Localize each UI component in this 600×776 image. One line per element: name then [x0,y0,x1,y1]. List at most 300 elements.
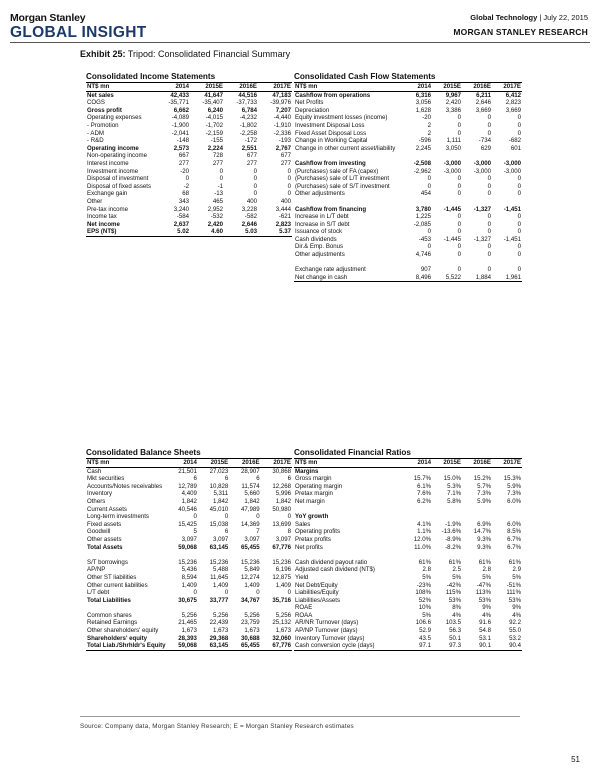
row-label: Gross profit [87,106,122,114]
row-label: Operating profits [295,528,341,536]
table-row [86,635,292,643]
row-label: Net sales [87,91,114,99]
table-row [86,107,292,115]
cell-value [229,604,260,612]
cell-value: -682 [508,137,521,145]
cell-value: 2015E [190,83,224,91]
cell-value: 15,236 [240,558,260,566]
cell-value: 343 [178,197,189,205]
cell-value: 0 [457,228,461,236]
cell-value: 47,989 [240,505,260,513]
exhibit-caption: Tripod: Consolidated Financial Summary [127,49,291,59]
table-row [86,619,292,627]
cell-value: 0 [487,129,491,137]
row-label: Shareholders' equity [87,634,148,642]
cell-value: 3,240 [173,205,189,213]
table-row [86,168,292,176]
cell-value: 7.6% [417,490,431,498]
cell-value: 3,056 [415,99,431,107]
cell-value: -20 [422,114,431,122]
cell-value: 2015E [198,459,229,467]
cell-value: 3,386 [445,106,461,114]
table-row [294,160,522,168]
row-label [294,259,402,267]
cell-value [432,467,462,475]
cell-value: 111% [506,589,521,597]
row-label: Non-operating income [87,152,147,160]
cell-value: -1 [217,182,223,190]
cell-value: 28,393 [178,634,197,642]
table-row [86,221,292,229]
cell-value: 15.3% [503,475,521,483]
cell-value: 1,884 [462,274,492,282]
cell-value: 61% [448,558,461,566]
cell-value: 0 [487,251,491,259]
cell-value: 0 [487,175,491,183]
cell-value: 0 [287,175,291,183]
cell-value: 63,145 [209,543,229,551]
row-label: Long-term investments [87,513,149,521]
row-label: Operating expenses [87,114,142,122]
cell-value: -37,733 [236,99,257,107]
cell-value: 67,776 [261,642,292,650]
cell-value: 5% [422,611,431,619]
table-row [86,228,292,236]
cell-value: 2014 [167,459,198,467]
cell-value: 61% [418,558,431,566]
cell-value: 53.2 [509,634,521,642]
cell-value: 6 [287,475,291,483]
cell-value: 55.0 [509,627,521,635]
row-label: Mkt securities [87,475,125,483]
cell-value: 113% [475,589,491,597]
cell-value: 5,311 [213,490,229,498]
cell-value: 54.8 [479,627,491,635]
cell-value: 21,465 [178,619,197,627]
cell-value: -582 [244,213,257,221]
cell-value: 33,777 [209,596,229,604]
row-label: Yield [295,573,309,581]
table-row [86,574,292,582]
income-statement-table [86,83,292,237]
table-row [86,213,292,221]
table-row [294,521,522,529]
cell-value: 2.8 [482,566,491,574]
cell-value: -4,232 [239,114,257,122]
row-label: Other current liabilities [87,581,148,589]
cell-value: 2016E [462,83,492,91]
cell-value: 9.3% [477,535,491,543]
cell-value: 90.1 [462,642,492,650]
table-row [86,597,292,605]
cell-value: -2,508 [413,159,431,167]
cell-value [402,506,432,514]
cell-value: -2,962 [413,167,431,175]
cell-value: 61% [508,558,521,566]
cell-value: -13.6% [441,528,461,536]
cell-value: 0 [517,121,521,129]
cell-value: 15.2% [473,475,491,483]
row-label [294,506,402,514]
cell-value: 5% [452,573,461,581]
row-label: - Promotion [87,121,119,129]
row-label: Margins [295,467,319,475]
row-label: Others [87,497,106,505]
row-label: Cashflow from operations [295,91,371,99]
cell-value: 465 [212,197,223,205]
cell-value: 0 [287,513,291,521]
brand-product: GLOBAL INSIGHT [10,24,147,41]
cell-value: 4,409 [181,490,197,498]
table-row [294,221,522,229]
report-sector: Global Technology [470,13,538,22]
cell-value: -1,802 [239,121,257,129]
cell-value: 65,455 [240,543,260,551]
cell-value: -2,085 [413,220,431,228]
cell-value: -2,336 [273,129,291,137]
cell-value: 7.1% [447,490,461,498]
cell-value: 728 [212,152,223,160]
cell-value: 3,669 [505,106,521,114]
cell-value: -3,000 [473,159,491,167]
cell-value: -35,771 [168,99,189,107]
cell-value: 5.02 [156,228,190,236]
row-label: Operating income [87,144,139,152]
cell-value: 6.7% [507,535,521,543]
cell-value: 13,699 [272,520,291,528]
cell-value: 400 [246,197,257,205]
cell-value: -4,015 [205,114,223,122]
cell-value: 0 [427,228,431,236]
row-label: AR/NR Turnover (days) [295,619,359,627]
cell-value: 907 [420,266,431,274]
cell-value: 30,688 [240,634,260,642]
cell-value: -596 [418,137,431,145]
row-label [86,604,167,612]
row-label: Other [87,197,103,205]
table-row [294,498,522,506]
table-row [294,266,522,274]
cell-value: 9% [482,604,491,612]
cell-value: 15.7% [413,475,431,483]
cell-value: 11.0% [414,543,431,551]
row-label: Total Assets [87,543,123,551]
cell-value: 6,240 [207,106,223,114]
table-row [294,259,522,267]
cell-value: 2016E [224,83,258,91]
cell-value: 0 [457,114,461,122]
table-row [294,274,522,282]
table-row [294,544,522,552]
cell-value: 0 [457,121,461,129]
cell-value: 50,980 [272,505,291,513]
cell-value: 0 [517,114,521,122]
cell-value: 5,256 [275,611,291,619]
cell-value: 6.7% [507,543,521,551]
cell-value: 0 [193,513,197,521]
cell-value: 400 [280,197,291,205]
header-row [294,83,522,91]
footer-rule [80,716,520,717]
table-row [294,619,522,627]
table-row [294,213,522,221]
cell-value: 9,967 [445,91,461,99]
table-row [86,475,292,483]
cell-value: 30,675 [178,596,197,604]
table-row [86,91,292,99]
cell-value: -23% [416,581,431,589]
row-label: Pretax profits [295,535,331,543]
cell-value [261,604,292,612]
cell-value [492,152,522,160]
cell-value [402,152,432,160]
cell-value: 106.6 [415,619,431,627]
cell-value: -1,451 [503,235,521,243]
row-label: Disposal of fixed assets [87,182,152,190]
cell-value: 0 [487,266,491,274]
cell-value: 5,849 [244,566,260,574]
table-row [294,582,522,590]
cell-value: 15,425 [178,520,197,528]
cell-value: 1,409 [244,581,260,589]
cell-value: 9% [512,604,521,612]
cell-value: 25,132 [272,619,291,627]
cell-value: 0 [427,182,431,190]
cell-value: 6 [224,475,229,483]
cell-value: 3,780 [415,205,431,213]
cell-value: 0 [287,167,291,175]
row-label: Other ST liabilities [87,573,137,581]
table-row [294,152,522,160]
cell-value: 4% [512,611,521,619]
cell-value: -1,445 [443,235,461,243]
cell-value [402,259,432,267]
cell-value: 3,444 [275,205,291,213]
cell-value: 1,673 [181,627,197,635]
cell-value: -13 [214,190,223,198]
cell-value: -3,000 [443,159,461,167]
table-row [294,642,522,650]
row-label [294,152,402,160]
row-label: Disposal of investment [87,175,149,183]
cell-value: -1,702 [205,121,223,129]
row-label: YoY growth [295,513,329,521]
row-label: Other shareholders' equity [87,627,159,635]
row-label: Inventory Turnover (days) [295,634,365,642]
cell-value: 1,842 [275,497,291,505]
cash-flow-table [294,83,522,282]
table-row [294,475,522,483]
cell-value: 5.3% [447,482,461,490]
row-label: AP/NP [87,566,106,574]
cell-value: 9.3% [477,543,491,551]
row-label: Accounts/Notes receivables [87,482,163,490]
table-row [294,513,522,521]
header-row [86,459,292,467]
row-label: Liabilities/Equity [295,589,339,597]
cell-value [432,259,462,267]
cell-value: 41,647 [204,91,223,99]
row-label: NT$ mn [294,83,402,91]
cell-value: 5.8% [447,497,461,505]
cell-value: 0 [287,182,291,190]
cell-value [167,551,198,559]
table-row [86,528,292,536]
cell-value [402,467,432,475]
cell-value: 1,961 [492,274,522,282]
table-row [294,604,522,612]
cell-value [432,513,462,521]
row-label: Cash dividends [295,235,337,243]
cell-value: 2017E [492,83,522,91]
cell-value: 0 [457,266,461,274]
row-label: Sales [295,520,311,528]
table-row [294,551,522,559]
cell-value: 91.6 [479,619,491,627]
cell-value: 677 [246,152,257,160]
row-label [86,551,167,559]
table-row [294,130,522,138]
row-label: Investment Disposal Loss [295,121,365,129]
cell-value: 1,628 [415,106,431,114]
row-label: Cash [87,467,102,475]
cell-value: 2017E [261,459,292,467]
cell-value: -3,000 [503,167,521,175]
cell-value [402,198,432,206]
cell-value: 12,268 [272,482,291,490]
cell-value: 1,409 [181,581,197,589]
cell-value: -3,000 [503,159,521,167]
table-row [86,145,292,153]
row-label: Retained Earnings [87,619,138,627]
table-row [86,536,292,544]
table-row [294,122,522,130]
cell-value: 40,546 [178,505,197,513]
cell-value: 3,097 [244,535,260,543]
cell-value: -734 [478,137,491,145]
cell-value: 28,907 [240,467,260,475]
table-row [294,145,522,153]
cash-flow-title: Consolidated Cash Flow Statements [294,72,522,83]
table-row [86,513,292,521]
table-row [294,243,522,251]
cell-value: 6 [224,528,229,536]
table-row [294,483,522,491]
cell-value: 677 [280,152,291,160]
table-row [294,612,522,620]
table-row [294,183,522,191]
table-row [86,498,292,506]
cell-value: 1,673 [275,627,291,635]
cell-value: 2017E [492,459,522,467]
cell-value: 0 [219,175,223,183]
cell-value: 53.1 [479,634,491,642]
financial-ratios-table [294,459,522,651]
cell-value: -532 [210,213,223,221]
cell-value: 6,412 [505,91,521,99]
table-row [86,99,292,107]
table-row [86,506,292,514]
row-label: Net margin [295,497,325,505]
cell-value: -8.2% [445,543,461,551]
cell-value: 52.9 [419,627,431,635]
cell-value: 0 [487,190,491,198]
table-row [86,183,292,191]
cell-value: 11,645 [210,573,229,581]
row-label: Issuance of stock [295,228,343,236]
cell-value: 8,594 [181,573,197,581]
cell-value: 5.03 [224,228,258,236]
row-label: Goodwill [87,528,111,536]
cell-value: 10,828 [209,482,229,490]
cell-value [432,152,462,160]
cell-value [229,551,260,559]
row-label: COGS [87,99,105,107]
header-row [86,83,292,91]
table-row [294,635,522,643]
cell-value [462,551,492,559]
cell-value: 0 [287,589,291,597]
row-label: Depreciation [295,106,330,114]
table-row [294,236,522,244]
cell-value: 5.37 [258,228,292,236]
row-label: Increase in S/T debt [295,220,350,228]
cell-value: -2,258 [239,129,257,137]
cell-value: 601 [510,144,521,152]
cell-value: 6 [256,475,260,483]
cell-value: -155 [210,137,223,145]
cell-value: 44,516 [238,91,257,99]
cell-value: 15.0% [443,475,461,483]
cell-value: -3,000 [443,167,461,175]
cell-value: 0 [517,251,521,259]
table-row [86,467,292,475]
cell-value: 0 [193,589,197,597]
cell-value: -1.9% [445,520,461,528]
cell-value: 5.7% [477,482,491,490]
cell-value: 0 [253,167,257,175]
row-label: Net Debt/Equity [295,581,338,589]
cell-value: 277 [178,159,189,167]
cell-value: -4,440 [273,114,291,122]
cell-value: 0 [287,190,291,198]
table-row [86,559,292,567]
cell-value: -584 [176,213,189,221]
firm-name: MORGAN STANLEY RESEARCH [453,27,588,37]
cell-value: 2015E [432,459,462,467]
cell-value: 5,996 [275,490,291,498]
cell-value [402,551,432,559]
cell-value: 2014 [402,459,432,467]
cell-value: 2015E [432,83,462,91]
cell-value: 2014 [402,83,432,91]
cell-value: 4,746 [415,251,431,259]
cell-value: 7.3% [507,490,521,498]
cell-value: 11,574 [241,482,260,490]
row-label: Change in other current asset/liability [295,144,396,152]
row-label: Exchange rate adjustment [295,266,366,274]
cell-value: 0 [256,589,260,597]
table-row [86,582,292,590]
cell-value: 45,010 [209,505,229,513]
cell-value: 0 [487,114,491,122]
report-date: | July 22, 2015 [539,13,588,22]
cell-value: 1.1% [417,528,431,536]
cell-value [492,467,522,475]
row-label: Income tax [87,213,117,221]
row-label: - ADM [87,129,104,137]
cell-value: 32,060 [272,634,291,642]
